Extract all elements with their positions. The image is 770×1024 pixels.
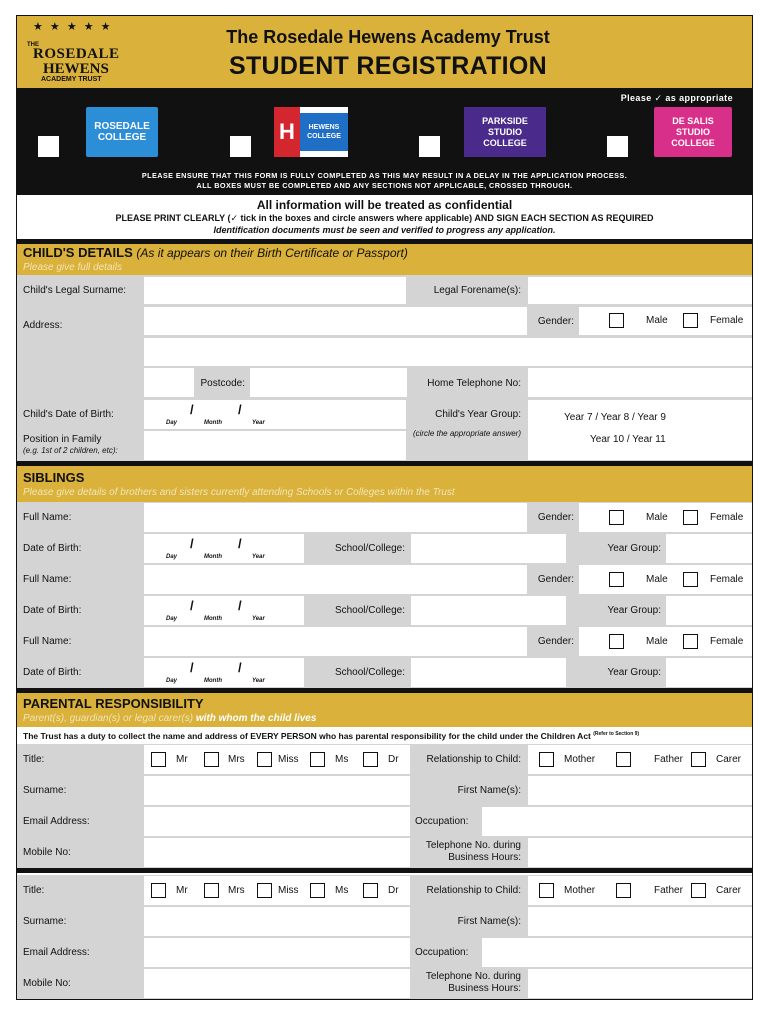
parent-separator — [16, 868, 753, 875]
sibling-gender-options — [579, 565, 752, 594]
child-forenames-input[interactable] — [528, 277, 752, 304]
duty-reference: (Refer to Section 9) — [593, 731, 640, 737]
address-line2-input[interactable] — [144, 338, 752, 366]
completion-notice — [16, 171, 753, 191]
year-hint: Year — [252, 554, 265, 560]
sibling-name-label: Full Name: — [23, 574, 72, 585]
parental-responsibility-header — [16, 688, 753, 727]
title-miss-label: Miss — [278, 885, 299, 896]
email-input[interactable] — [144, 807, 410, 836]
address-line1-input[interactable] — [144, 307, 527, 335]
month-hint: Month — [204, 554, 222, 560]
sibling-year-group-label: Year Group: — [607, 667, 661, 678]
year-group-options — [528, 400, 752, 460]
title-mr-label: Mr — [176, 754, 188, 765]
gender-male-checkbox[interactable] — [609, 313, 624, 328]
address-label: Address: — [23, 320, 63, 331]
circle-note: (circle the appropriate answer) — [412, 429, 521, 438]
year-hint: Year — [252, 678, 265, 684]
sibling-dob-input[interactable] — [144, 534, 304, 563]
confidential-notice — [16, 195, 753, 241]
sibling-dob-label: Date of Birth: — [23, 543, 82, 554]
month-hint: Month — [204, 678, 222, 684]
business-telephone-input[interactable] — [528, 969, 752, 998]
gender-label: Gender: — [537, 316, 574, 327]
first-names-label: First Name(s): — [457, 785, 521, 796]
postcode-label: Postcode: — [200, 378, 245, 389]
sibling-school-label: School/College: — [334, 605, 405, 616]
title-ms-checkbox[interactable] — [310, 883, 325, 898]
form-header — [16, 15, 753, 89]
sibling-year-group-label: Year Group: — [607, 605, 661, 616]
sibling-year-group-input[interactable] — [666, 596, 752, 625]
title-mr-label: Mr — [176, 885, 188, 896]
sibling-gender-label: Gender: — [537, 512, 574, 523]
mobile-input[interactable] — [144, 969, 410, 998]
mobile-label: Mobile No: — [23, 847, 71, 858]
form-bottom-border — [16, 999, 753, 1000]
sibling-female-label: Female — [710, 636, 744, 647]
college-name: PARKSIDE STUDIO COLLEGE — [482, 115, 528, 148]
sibling-3-dob-row — [16, 657, 753, 688]
year-hint: Year — [252, 420, 265, 426]
month-hint: Month — [204, 616, 222, 622]
sibling-2-dob-row — [16, 595, 753, 626]
title-label: Title: — [23, 885, 45, 896]
email-label: Email Address: — [23, 816, 90, 827]
title-label: Title: — [23, 754, 45, 765]
year-options-line2[interactable]: Year 10 / Year 11 — [590, 434, 666, 445]
hewens-h-icon: H — [274, 107, 300, 157]
title-miss-checkbox[interactable] — [257, 883, 272, 898]
home-telephone-label: Home Telephone No: — [427, 378, 521, 389]
college-logo-rosedale — [86, 107, 158, 157]
title-dr-checkbox[interactable] — [363, 883, 378, 898]
sibling-dob-label: Date of Birth: — [23, 667, 82, 678]
sibling-year-group-input[interactable] — [666, 534, 752, 563]
college-checkbox-parkside[interactable] — [419, 136, 440, 157]
relationship-mother-label: Mother — [564, 754, 596, 765]
child-dob-label: Child's Date of Birth: — [23, 409, 114, 420]
title-mr-checkbox[interactable] — [151, 883, 166, 898]
registration-form — [16, 15, 753, 1011]
title-ms-label: Ms — [335, 885, 349, 896]
sibling-name-label: Full Name: — [23, 512, 72, 523]
sibling-school-input[interactable] — [411, 658, 566, 687]
occupation-input[interactable] — [482, 807, 752, 836]
first-names-input[interactable] — [528, 907, 752, 936]
child-forenames-label: Legal Forename(s): — [433, 285, 521, 296]
sibling-school-input[interactable] — [411, 534, 566, 563]
sibling-male-label: Male — [646, 512, 668, 523]
confidential-line3: Identification documents must be seen and verified to progress any application. — [213, 225, 556, 235]
date-slash: / — [190, 536, 194, 551]
email-label: Email Address: — [23, 947, 90, 958]
sibling-name-input[interactable] — [144, 503, 527, 532]
date-slash: / — [238, 402, 242, 417]
section-title: PARENTAL RESPONSIBILITY — [23, 696, 204, 711]
confidential-line2: PLEASE PRINT CLEARLY (✓ tick in the boxes and circle answers where applicable) AND SIGN EACH SECTION AS REQUIRED — [115, 213, 654, 223]
children-act-duty-note — [16, 727, 753, 744]
gender-options — [579, 307, 752, 335]
position-note: (e.g. 1st of 2 children, etc): — [23, 446, 118, 455]
sibling-female-checkbox[interactable] — [683, 634, 698, 649]
day-hint: Day — [166, 616, 178, 622]
subtitle-text: Parent(s), guardian(s) or legal carer(s) — [23, 713, 194, 724]
sibling-gender-label: Gender: — [537, 574, 574, 585]
parent-2-title-row — [16, 875, 753, 906]
title-mr-checkbox[interactable] — [151, 752, 166, 767]
child-surname-input[interactable] — [144, 277, 406, 304]
surname-input[interactable] — [144, 776, 410, 805]
gender-female-label: Female — [710, 315, 744, 326]
parent-2-surname-row — [16, 906, 753, 937]
sibling-male-label: Male — [646, 636, 668, 647]
title-options — [144, 745, 410, 774]
parent-1-mobile-row — [16, 837, 753, 868]
college-name: DE SALIS STUDIO COLLEGE — [671, 115, 715, 148]
sibling-gender-label: Gender: — [537, 636, 574, 647]
relationship-father-checkbox[interactable] — [616, 883, 631, 898]
sibling-dob-input[interactable] — [144, 658, 304, 687]
sibling-female-label: Female — [710, 512, 744, 523]
postcode-input[interactable] — [250, 368, 407, 397]
sibling-1-dob-row — [16, 533, 753, 564]
logo-stars: ★ ★ ★ ★ ★ — [33, 21, 113, 33]
relationship-label: Relationship to Child: — [426, 754, 521, 765]
date-slash: / — [190, 598, 194, 613]
mobile-label: Mobile No: — [23, 978, 71, 989]
logo-the: THE — [27, 42, 39, 48]
sibling-school-label: School/College: — [334, 543, 405, 554]
confidential-line1: All information will be treated as confidential — [256, 198, 513, 212]
parent-2-email-row — [16, 937, 753, 968]
gender-female-checkbox[interactable] — [683, 313, 698, 328]
relationship-mother-checkbox[interactable] — [539, 752, 554, 767]
relationship-father-label: Father — [654, 754, 683, 765]
relationship-mother-label: Mother — [564, 885, 596, 896]
college-name: ROSEDALE COLLEGE — [94, 121, 150, 143]
surname-label: Surname: — [23, 916, 67, 927]
title-mrs-label: Mrs — [228, 754, 245, 765]
sibling-dob-label: Date of Birth: — [23, 605, 82, 616]
child-surname-label: Child's Legal Surname: — [23, 285, 127, 296]
logo-line3: ACADEMY TRUST — [41, 76, 102, 83]
college-name: HEWENS COLLEGE — [307, 124, 341, 140]
position-in-family-input[interactable] — [144, 431, 406, 460]
child-address-row — [16, 306, 753, 368]
parent-1-title-row — [16, 744, 753, 775]
form-title: STUDENT REGISTRATION — [228, 52, 548, 80]
day-hint: Day — [166, 554, 178, 560]
college-logo-parkside — [464, 107, 546, 157]
section-subtitle: Please give details of brothers and sisters currently attending Schools or Colleges within the Trust — [23, 487, 455, 498]
year-group-label: Child's Year Group: — [435, 409, 521, 420]
hewens-label-wrap — [300, 113, 348, 151]
logo-line1: ROSEDALE — [33, 46, 120, 62]
section-subtitle: Please give full details — [23, 262, 122, 273]
day-hint: Day — [166, 420, 178, 426]
postcode-row — [16, 368, 753, 399]
occupation-label: Occupation: — [415, 947, 469, 958]
date-slash: / — [238, 598, 242, 613]
college-logo-hewens — [274, 107, 348, 157]
title-mrs-label: Mrs — [228, 885, 245, 896]
parent-1-email-row — [16, 806, 753, 837]
business-telephone-input[interactable] — [528, 838, 752, 867]
section-heading — [17, 245, 752, 261]
mobile-input[interactable] — [144, 838, 410, 867]
relationship-options — [528, 876, 752, 905]
sibling-name-label: Full Name: — [23, 636, 72, 647]
sibling-gender-options — [579, 503, 752, 532]
title-ms-label: Ms — [335, 754, 349, 765]
occupation-input[interactable] — [482, 938, 752, 967]
first-names-input[interactable] — [528, 776, 752, 805]
college-checkbox-rosedale[interactable] — [38, 136, 59, 157]
notice-line2: ALL BOXES MUST BE COMPLETED AND ANY SECTIONS NOT APPLICABLE, CROSSED THROUGH. — [196, 181, 573, 190]
sibling-school-input[interactable] — [411, 596, 566, 625]
sibling-male-checkbox[interactable] — [609, 572, 624, 587]
date-slash: / — [190, 402, 194, 417]
occupation-label: Occupation: — [415, 816, 469, 827]
position-label: Position in Family — [23, 434, 102, 445]
title-miss-checkbox[interactable] — [257, 752, 272, 767]
child-name-row — [16, 275, 753, 306]
address-line3-input[interactable] — [144, 368, 194, 397]
sibling-female-checkbox[interactable] — [683, 510, 698, 525]
dob-year-group-row — [16, 399, 753, 461]
email-input[interactable] — [144, 938, 410, 967]
date-slash: / — [190, 660, 194, 675]
parent-1-surname-row — [16, 775, 753, 806]
logo-line2: HEWENS — [43, 61, 109, 77]
sibling-female-label: Female — [710, 574, 744, 585]
sibling-dob-input[interactable] — [144, 596, 304, 625]
college-selection-band — [16, 89, 753, 195]
sibling-male-checkbox[interactable] — [609, 634, 624, 649]
subtitle-bold: with whom the child lives — [195, 713, 317, 724]
year-hint: Year — [252, 616, 265, 622]
sibling-2-name-row — [16, 564, 753, 595]
siblings-header — [16, 461, 753, 502]
relationship-carer-label: Carer — [716, 885, 742, 896]
title-dr-label: Dr — [388, 885, 399, 896]
date-slash: / — [238, 536, 242, 551]
relationship-options — [528, 745, 752, 774]
trust-title: The Rosedale Hewens Academy Trust — [226, 27, 550, 47]
title-dr-label: Dr — [388, 754, 399, 765]
relationship-carer-label: Carer — [716, 754, 742, 765]
notice-line1: PLEASE ENSURE THAT THIS FORM IS FULLY COMPLETED AS THIS MAY RESULT IN A DELAY IN THE APPLICATION PROCESS. — [141, 171, 628, 180]
surname-input[interactable] — [144, 907, 410, 936]
title-miss-label: Miss — [278, 754, 299, 765]
relationship-father-label: Father — [654, 885, 683, 896]
relationship-label: Relationship to Child: — [426, 885, 521, 896]
sibling-name-input[interactable] — [144, 627, 527, 656]
please-tick-note: Please ✓ as appropriate — [620, 93, 733, 103]
relationship-carer-checkbox[interactable] — [691, 883, 706, 898]
month-hint: Month — [204, 420, 222, 426]
relationship-mother-checkbox[interactable] — [539, 883, 554, 898]
business-telephone-label: Telephone No. during Business Hours: — [425, 971, 521, 994]
child-dob-input[interactable] — [144, 400, 406, 429]
home-telephone-input[interactable] — [528, 368, 752, 397]
duty-text: The Trust has a duty to collect the name and address of EVERY PERSON who has parental responsibility for the child under the Children Act — [23, 730, 591, 741]
title-ms-checkbox[interactable] — [310, 752, 325, 767]
title-mrs-checkbox[interactable] — [204, 883, 219, 898]
sibling-female-checkbox[interactable] — [683, 572, 698, 587]
date-slash: / — [238, 660, 242, 675]
sibling-school-label: School/College: — [334, 667, 405, 678]
surname-label: Surname: — [23, 785, 67, 796]
college-logo-desalis — [654, 107, 732, 157]
sibling-male-checkbox[interactable] — [609, 510, 624, 525]
sibling-year-group-label: Year Group: — [607, 543, 661, 554]
section-title: SIBLINGS — [23, 470, 85, 485]
relationship-father-checkbox[interactable] — [616, 752, 631, 767]
business-telephone-label: Telephone No. during Business Hours: — [425, 840, 521, 863]
title-dr-checkbox[interactable] — [363, 752, 378, 767]
sibling-gender-options — [579, 627, 752, 656]
sibling-3-name-row — [16, 626, 753, 657]
section-note: (As it appears on their Birth Certificate or Passport) — [136, 246, 408, 260]
year-options-line1[interactable]: Year 7 / Year 8 / Year 9 — [564, 412, 666, 423]
gender-male-label: Male — [646, 315, 668, 326]
childs-details-header — [16, 239, 753, 275]
sibling-name-input[interactable] — [144, 565, 527, 594]
sibling-year-group-input[interactable] — [666, 658, 752, 687]
parent-2-mobile-row — [16, 968, 753, 999]
college-checkbox-hewens[interactable] — [230, 136, 251, 157]
title-mrs-checkbox[interactable] — [204, 752, 219, 767]
college-checkbox-desalis[interactable] — [607, 136, 628, 157]
sibling-1-name-row — [16, 502, 753, 533]
day-hint: Day — [166, 678, 178, 684]
section-subtitle — [17, 712, 752, 725]
first-names-label: First Name(s): — [457, 916, 521, 927]
sibling-male-label: Male — [646, 574, 668, 585]
section-title: CHILD'S DETAILS — [23, 245, 133, 260]
title-options — [144, 876, 410, 905]
relationship-carer-checkbox[interactable] — [691, 752, 706, 767]
